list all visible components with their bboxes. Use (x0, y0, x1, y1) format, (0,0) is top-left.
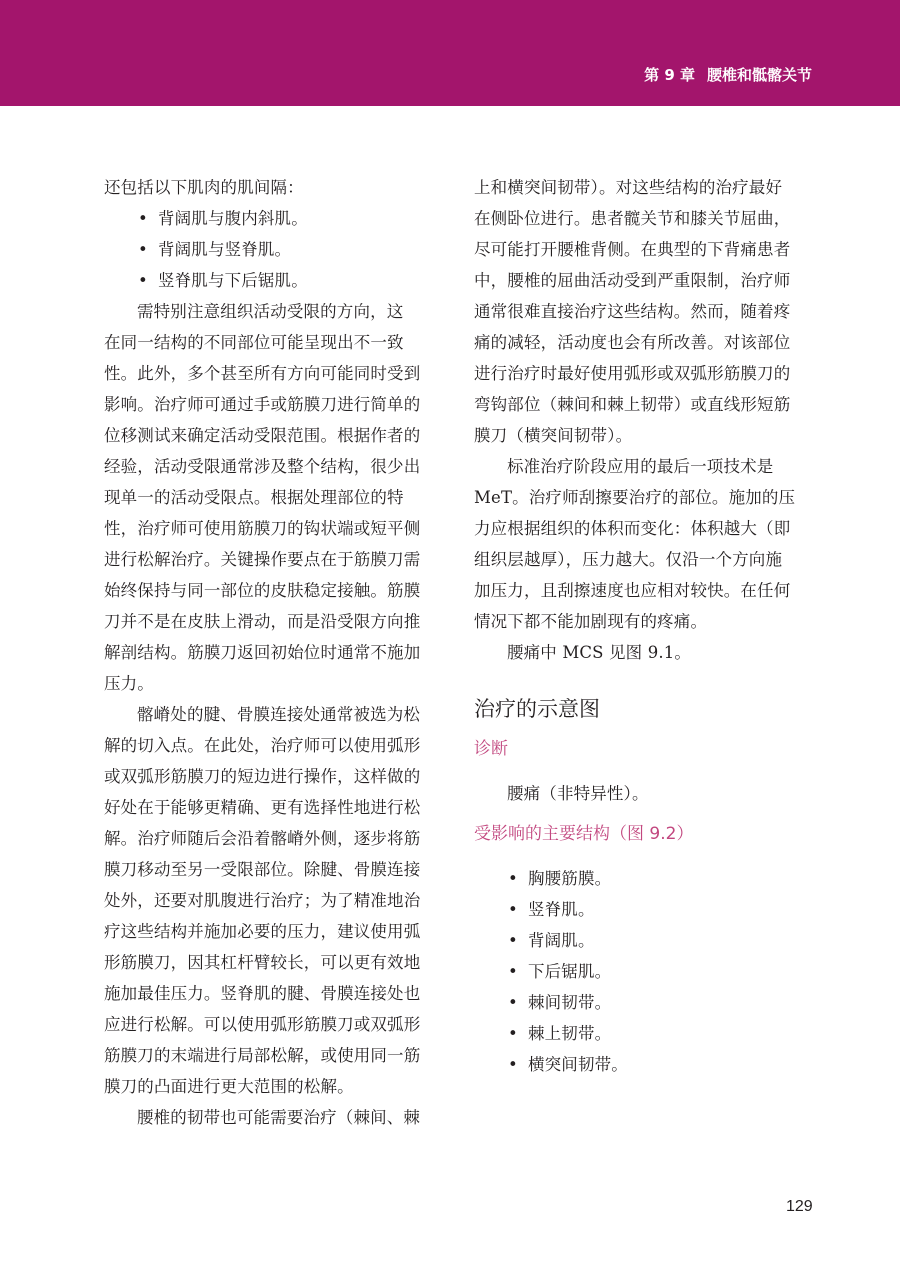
paragraph-ligament-treatment (474, 172, 820, 451)
list-item: • 棘上韧带。 (474, 1018, 820, 1049)
text-line: 膜刀的凸面进行更大范围的松解。 (104, 1077, 354, 1096)
text-line: 处外，还要对肌腹进行治疗；为了精准地治 (104, 891, 421, 910)
figure-reference: 腰痛中 MCS 见图 9.1。 (507, 643, 692, 662)
bullet-icon: • (508, 1055, 518, 1074)
text-line: 情况下都不能加剧现有的疼痛。 (474, 612, 708, 631)
list-item: • 背阔肌与腹内斜肌。 (104, 203, 450, 234)
structures-list (474, 863, 820, 1080)
list-item: • 下后锯肌。 (474, 956, 820, 987)
text-line: 影响。治疗师可通过手或筋膜刀进行简单的 (104, 395, 421, 414)
paragraph-ligaments (104, 1102, 450, 1133)
text-line: 经验，活动受限通常涉及整个结构，很少出 (104, 457, 421, 476)
page-number: 129 (786, 1198, 813, 1215)
list-item: • 竖脊肌与下后锯肌。 (104, 265, 450, 296)
septa-list (104, 203, 450, 296)
text-line: 性。此外，多个甚至所有方向可能同时受到 (104, 364, 421, 383)
paragraph-iliac-crest (104, 699, 450, 1102)
text-line: 弯钩部位（棘间和棘上韧带）或直线形短筋 (474, 395, 791, 414)
text-line: 痛的减轻，活动度也会有所改善。对该部位 (474, 333, 791, 352)
text-line: 位移测试来确定活动受限范围。根据作者的 (104, 426, 421, 445)
text-line: 刀并不是在皮肤上滑动，而是沿受限方向推 (104, 612, 421, 631)
list-item: • 竖脊肌。 (474, 894, 820, 925)
list-item: • 胸腰筋膜。 (474, 863, 820, 894)
text-line: 在侧卧位进行。患者髋关节和膝关节屈曲， (474, 209, 791, 228)
text-line: 尽可能打开腰椎背侧。在典型的下背痛患者 (474, 240, 791, 259)
bullet-icon: • (508, 993, 518, 1012)
text-line: 好处在于能够更精确、更有选择性地进行松 (104, 798, 421, 817)
bullet-icon: • (508, 1024, 518, 1043)
text-line: 腰椎的韧带也可能需要治疗（棘间、棘 (137, 1108, 421, 1127)
bullet-icon: • (508, 931, 518, 950)
text-line: 在同一结构的不同部位可能呈现出不一致 (104, 333, 404, 352)
text-line: 疗这些结构并施加必要的压力，建议使用弧 (104, 922, 421, 941)
structures-heading: 受影响的主要结构（图 9.2） (474, 824, 694, 844)
chapter-header-band (0, 0, 900, 106)
text-line: 髂嵴处的腱、骨膜连接处通常被选为松 (137, 705, 421, 724)
list-item: • 棘间韧带。 (474, 987, 820, 1018)
chapter-title: 腰椎和骶髂关节 (706, 66, 812, 84)
text-line: 现单一的活动受限点。根据处理部位的特 (104, 488, 404, 507)
bullet-icon: • (508, 869, 518, 888)
list-item: • 横突间韧带。 (474, 1049, 820, 1080)
text-line: 上和横突间韧带）。对这些结构的治疗最好 (474, 178, 783, 197)
text-line: 应进行松解。可以使用弧形筋膜刀或双弧形 (104, 1015, 421, 1034)
bullet-icon: • (138, 240, 148, 259)
text-line: 进行治疗时最好使用弧形或双弧形筋膜刀的 (474, 364, 791, 383)
list-item: • 背阔肌。 (474, 925, 820, 956)
text-line: 中，腰椎的屈曲活动受到严重限制，治疗师 (474, 271, 791, 290)
text-line: 解。治疗师随后会沿着髂嵴外侧，逐步将筋 (104, 829, 421, 848)
paragraph-met-technique (474, 451, 820, 637)
text-line: 需特别注意组织活动受限的方向，这 (137, 302, 404, 321)
diagnosis-heading: 诊断 (474, 739, 508, 759)
text-line: 组织层越厚），压力越大。仅沿一个方向施 (474, 550, 783, 569)
section-heading: 治疗的示意图 (474, 697, 600, 721)
text-line: 通常很难直接治疗这些结构。然而，随着疼 (474, 302, 791, 321)
text-line: 解剖结构。筋膜刀返回初始位时通常不施加 (104, 643, 421, 662)
text-line: 形筋膜刀，因其杠杆臂较长，可以更有效地 (104, 953, 421, 972)
intro-line: 还包括以下肌肉的肌间隔： (104, 178, 304, 197)
text-line: 膜刀（横突间韧带）。 (474, 426, 633, 445)
text-line: 筋膜刀的末端进行局部松解，或使用同一筋 (104, 1046, 421, 1065)
text-line: 压力。 (104, 674, 154, 693)
bullet-icon: • (508, 900, 518, 919)
text-line: 或双弧形筋膜刀的短边进行操作，这样做的 (104, 767, 421, 786)
running-header (644, 64, 812, 85)
bullet-icon: • (508, 962, 518, 981)
text-line: 施加最佳压力。竖脊肌的腱、骨膜连接处也 (104, 984, 421, 1003)
text-line: 膜刀移动至另一受限部位。除腱、骨膜连接 (104, 860, 421, 879)
chapter-number: 第 9 章 (644, 66, 695, 84)
text-line: 力应根据组织的体积而变化：体积越大（即 (474, 519, 791, 538)
left-column (104, 172, 450, 1133)
list-item: • 背阔肌与竖脊肌。 (104, 234, 450, 265)
bullet-icon: • (138, 209, 148, 228)
text-line: 始终保持与同一部位的皮肤稳定接触。筋膜 (104, 581, 421, 600)
text-line: 解的切入点。在此处，治疗师可以使用弧形 (104, 736, 421, 755)
text-line: 进行松解治疗。关键操作要点在于筋膜刀需 (104, 550, 421, 569)
right-column (474, 172, 820, 1080)
text-line: 加压力，且刮擦速度也应相对较快。在任何 (474, 581, 791, 600)
text-line: 标准治疗阶段应用的最后一项技术是 (507, 457, 774, 476)
text-line: 性，治疗师可使用筋膜刀的钩状端或短平侧 (104, 519, 421, 538)
diagnosis-text: 腰痛（非特异性）。 (507, 784, 649, 803)
bullet-icon: • (138, 271, 148, 290)
text-line: MeT。治疗师刮擦要治疗的部位。施加的压 (474, 488, 796, 507)
paragraph-restriction-direction (104, 296, 450, 699)
